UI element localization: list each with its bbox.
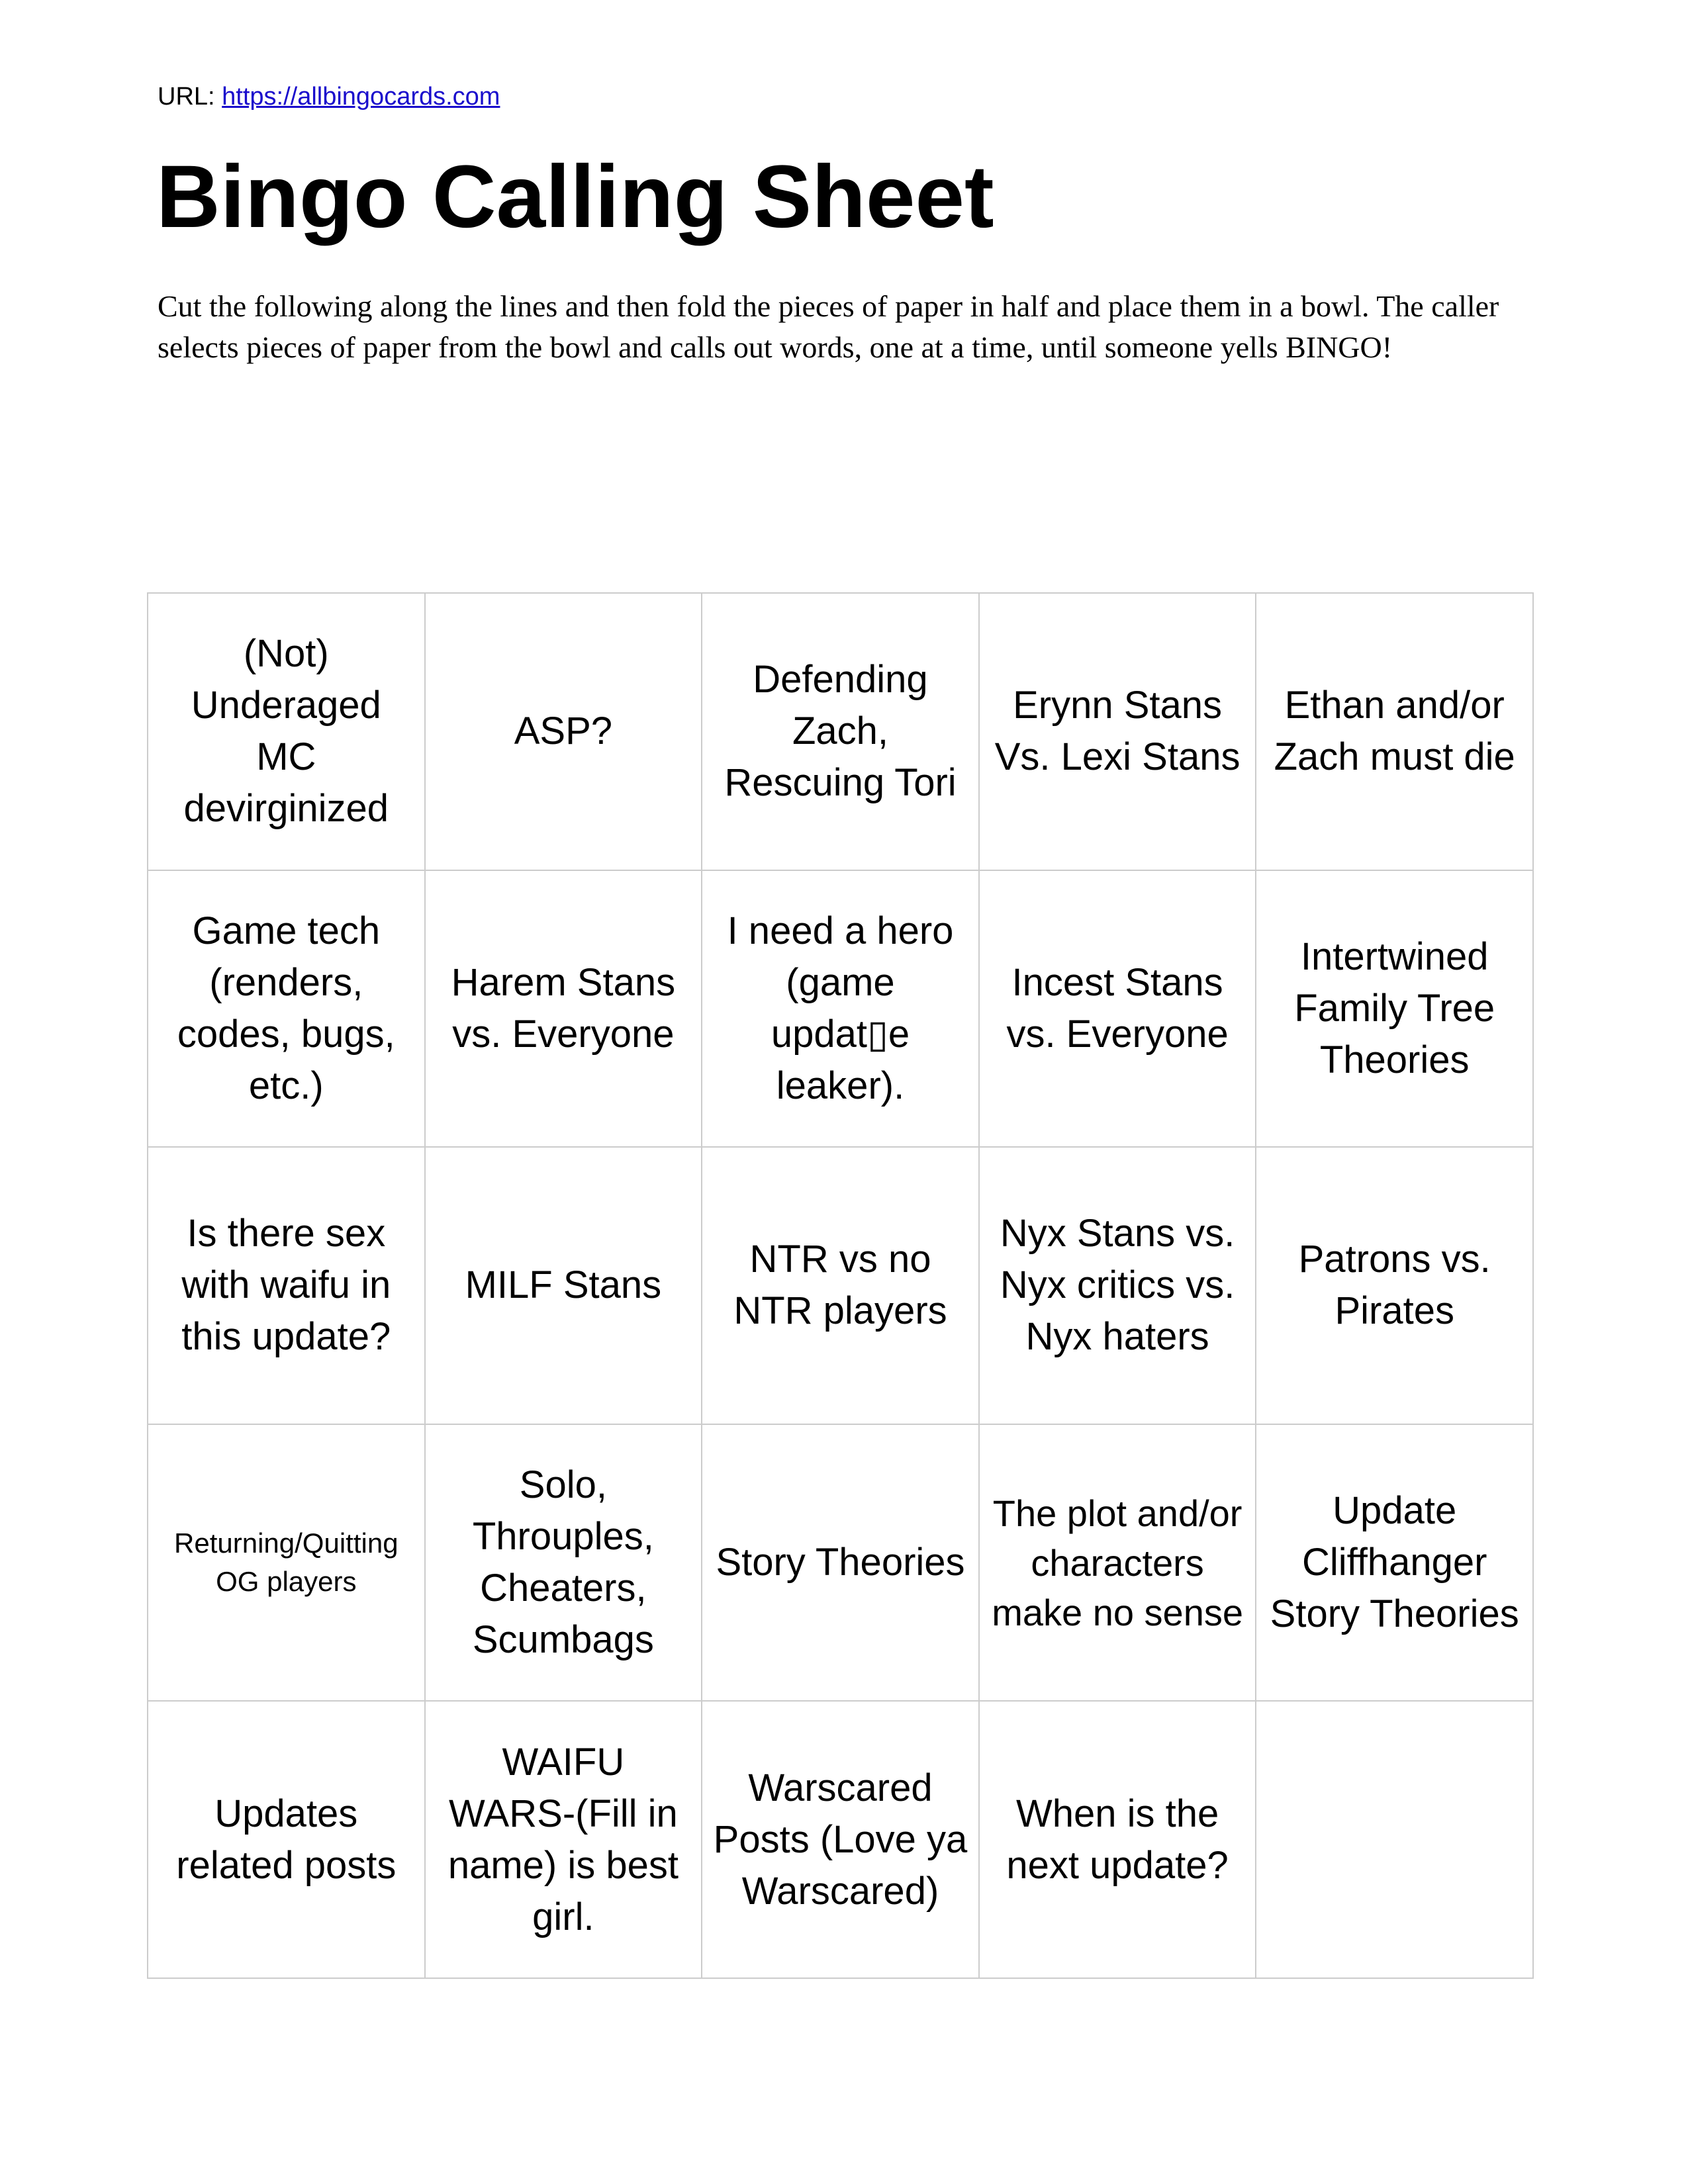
- bingo-cell: Warscared Posts (Love ya Warscared): [702, 1702, 980, 1979]
- bingo-cell: Patrons vs. Pirates: [1256, 1148, 1534, 1425]
- bingo-cell: Solo, Throuples, Cheaters, Scumbags: [426, 1425, 703, 1702]
- bingo-cell: MILF Stans: [426, 1148, 703, 1425]
- bingo-cell-empty: [1256, 1702, 1534, 1979]
- bingo-cell: Defending Zach, Rescuing Tori: [702, 594, 980, 871]
- bingo-cell: Story Theories: [702, 1425, 980, 1702]
- bingo-cell: WAIFU WARS-(Fill in name) is best girl.: [426, 1702, 703, 1979]
- bingo-cell: Returning/Quitting OG players: [148, 1425, 426, 1702]
- bingo-cell: Nyx Stans vs. Nyx critics vs. Nyx haters: [980, 1148, 1257, 1425]
- bingo-cell: NTR vs no NTR players: [702, 1148, 980, 1425]
- url-link[interactable]: https://allbingocards.com: [222, 83, 500, 111]
- bingo-cell: Erynn Stans Vs. Lexi Stans: [980, 594, 1257, 871]
- bingo-cell: Harem Stans vs. Everyone: [426, 871, 703, 1148]
- page-title: Bingo Calling Sheet: [156, 148, 994, 246]
- bingo-cell: Game tech (renders, codes, bugs, etc.): [148, 871, 426, 1148]
- url-label: URL:: [158, 83, 222, 111]
- bingo-cell: I need a hero (game updat▯e leaker).: [702, 871, 980, 1148]
- bingo-cell: Ethan and/or Zach must die: [1256, 594, 1534, 871]
- bingo-cell: Update Cliffhanger Story Theories: [1256, 1425, 1534, 1702]
- bingo-grid: [147, 592, 1534, 1979]
- bingo-cell: The plot and/or characters make no sense: [980, 1425, 1257, 1702]
- bingo-cell: ASP?: [426, 594, 703, 871]
- bingo-cell: When is the next update?: [980, 1702, 1257, 1979]
- bingo-cell: Is there sex with waifu in this update?: [148, 1148, 426, 1425]
- bingo-cell: Intertwined Family Tree Theories: [1256, 871, 1534, 1148]
- bingo-cell: Incest Stans vs. Everyone: [980, 871, 1257, 1148]
- bingo-cell: Updates related posts: [148, 1702, 426, 1979]
- url-line: [158, 79, 500, 114]
- instructions-text: Cut the following along the lines and then fold the pieces of paper in half and place them in a bowl. The caller selects pieces of paper from the bowl and calls out words, one at a time, until someone yells BINGO!: [158, 289, 1499, 364]
- bingo-cell: (Not) Underaged MC devirginized: [148, 594, 426, 871]
